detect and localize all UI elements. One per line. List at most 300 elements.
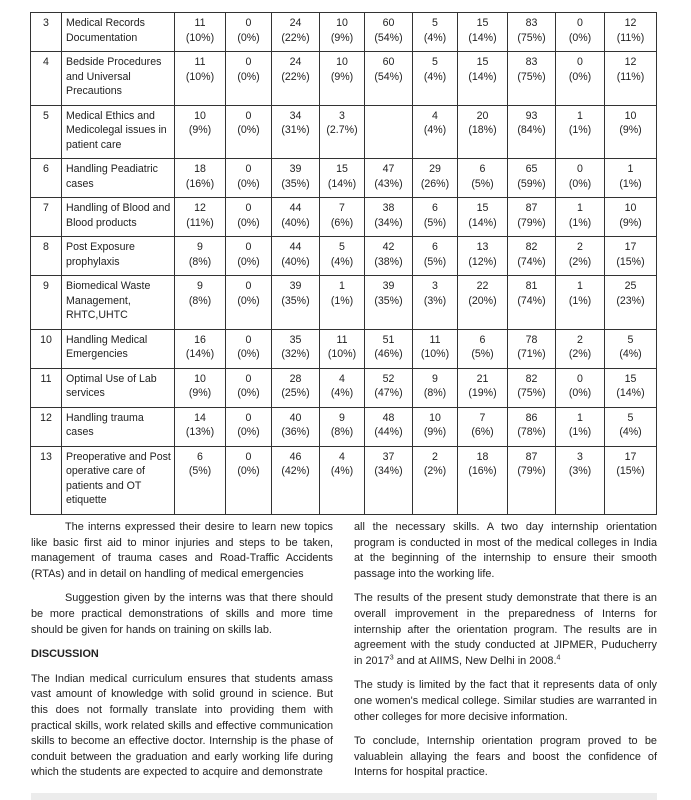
table-cell xyxy=(458,368,508,407)
cell-percent: (75%) xyxy=(517,70,546,83)
cell-count: 0 xyxy=(245,333,252,346)
table-cell xyxy=(605,52,657,106)
cell-percent: (11%) xyxy=(616,70,645,83)
table-cell xyxy=(272,329,320,368)
cell-count: 83 xyxy=(525,56,538,68)
cell-count: 42 xyxy=(382,241,395,253)
cell-count: 39 xyxy=(289,163,302,175)
cell-percent: (6%) xyxy=(471,426,494,438)
cell-percent: (34%) xyxy=(374,216,403,229)
cell-count: 35 xyxy=(289,333,302,346)
cell-percent: (22%) xyxy=(281,70,310,83)
table-cell xyxy=(175,13,226,52)
cell-count: 4 xyxy=(339,372,345,385)
cell-count: 87 xyxy=(525,202,538,214)
table-cell xyxy=(556,159,605,198)
cell-count: 24 xyxy=(289,56,302,68)
cell-count: 9 xyxy=(197,280,203,292)
cell-percent: (59%) xyxy=(517,177,546,190)
cell-percent: (11%) xyxy=(616,31,645,44)
table-cell xyxy=(175,329,226,368)
cell-count: 9 xyxy=(197,241,203,253)
table-cell xyxy=(272,159,320,198)
cell-percent: (1%) xyxy=(568,426,592,438)
table-cell xyxy=(556,407,605,446)
cell-percent: (14%) xyxy=(468,31,497,44)
cell-percent: (14%) xyxy=(327,177,357,190)
paragraph-interns-desire: The interns expressed their desire to learn new topics like basic first aid to minor injuries and steps to be taken, management of trauma cases and Road-Traffic Accidents (RTAs) and in detail on handling of medical emergencies xyxy=(31,521,333,580)
cell-percent: (0%) xyxy=(568,70,592,83)
table-cell xyxy=(508,198,556,237)
cell-count: 1 xyxy=(577,280,583,292)
table-cell xyxy=(508,237,556,276)
cell-percent: (8%) xyxy=(188,294,212,307)
table-cell xyxy=(226,159,272,198)
table-cell xyxy=(508,105,556,159)
cell-percent: (9%) xyxy=(619,124,642,136)
cell-percent: (36%) xyxy=(281,426,310,438)
table-cell xyxy=(605,276,657,330)
cell-percent: (1%) xyxy=(568,294,592,307)
cell-percent: (0%) xyxy=(568,31,592,44)
cell-count: 9 xyxy=(339,411,345,424)
cell-percent: (38%) xyxy=(374,255,403,268)
cell-percent: (5%) xyxy=(188,465,212,477)
cell-percent: (40%) xyxy=(281,216,310,229)
table-cell xyxy=(508,52,556,106)
table-cell xyxy=(605,105,657,159)
cell-count: 15 xyxy=(336,163,348,175)
cell-percent: (20%) xyxy=(468,294,497,307)
cell-count: 0 xyxy=(245,280,252,292)
skill-item: Medical Ethics and Medicolegal issues in patient care xyxy=(62,105,175,159)
table-cell xyxy=(365,329,413,368)
cell-percent: (35%) xyxy=(281,294,310,307)
paragraph-conclusion: To conclude, Internship orientation program proved to be valuablein allaying the fears and boost the confidence of Interns for hospital practice. xyxy=(354,735,657,779)
cell-percent: (0%) xyxy=(568,387,592,399)
cell-count: 29 xyxy=(429,163,441,175)
cell-percent: (5%) xyxy=(471,177,494,190)
cell-percent: (9%) xyxy=(188,387,212,399)
cell-percent: (32%) xyxy=(281,348,310,360)
cell-count: 16 xyxy=(194,333,206,346)
table-cell xyxy=(413,52,458,106)
cell-count: 34 xyxy=(289,109,302,122)
cell-count: 2 xyxy=(577,241,583,253)
table-cell xyxy=(605,368,657,407)
cell-percent: (43%) xyxy=(374,177,403,190)
cell-count: 22 xyxy=(476,280,489,292)
cell-percent: (0%) xyxy=(568,177,592,190)
table-cell xyxy=(458,198,508,237)
table-row xyxy=(31,329,657,368)
cell-count: 7 xyxy=(339,202,345,214)
cell-count: 81 xyxy=(525,280,538,292)
cell-percent: (9%) xyxy=(188,124,212,136)
paragraph-suggestion: Suggestion given by the interns was that there should be more practical demonstrations of skills and more time should be given for hands on training on skills lab. xyxy=(31,592,333,636)
cell-percent: (9%) xyxy=(330,31,354,44)
cell-count: 10 xyxy=(194,372,206,385)
cell-percent: (2.7%) xyxy=(326,124,358,136)
cell-count: 6 xyxy=(432,202,438,214)
paragraph-limitation: The study is limited by the fact that it represents data of only one women's medical college. Similar studies are warranted in other colleges for more decisive information. xyxy=(354,679,657,723)
cell-count: 0 xyxy=(577,372,583,385)
cell-percent: (2%) xyxy=(568,255,592,268)
table-row xyxy=(31,105,657,159)
row-number: 10 xyxy=(31,329,62,368)
table-cell xyxy=(175,446,226,514)
table-cell xyxy=(320,198,365,237)
cell-percent: (13%) xyxy=(185,426,215,438)
skill-item: Medical Records Documentation xyxy=(62,13,175,52)
cell-percent: (4%) xyxy=(423,31,447,44)
section-heading-discussion: DISCUSSION xyxy=(31,648,99,661)
cell-percent: (10%) xyxy=(185,31,215,44)
cell-percent: (35%) xyxy=(374,294,403,307)
cell-percent: (0%) xyxy=(237,294,260,307)
cell-count: 5 xyxy=(339,241,345,253)
table-cell xyxy=(226,329,272,368)
table-cell xyxy=(508,13,556,52)
table-cell xyxy=(365,105,413,159)
table-cell xyxy=(320,446,365,514)
table-cell xyxy=(458,237,508,276)
table-cell xyxy=(508,329,556,368)
page-footer-band xyxy=(31,793,657,800)
cell-count: 24 xyxy=(289,17,302,29)
table-cell xyxy=(226,52,272,106)
cell-count: 44 xyxy=(289,202,302,214)
cell-count: 40 xyxy=(289,411,302,424)
table-cell xyxy=(175,105,226,159)
cell-count: 10 xyxy=(336,56,348,68)
cell-percent: (6%) xyxy=(330,216,354,229)
table-cell xyxy=(226,368,272,407)
cell-count: 1 xyxy=(577,109,583,122)
table-cell xyxy=(458,446,508,514)
cell-count: 1 xyxy=(577,202,583,214)
table-cell xyxy=(320,407,365,446)
table-cell xyxy=(175,407,226,446)
cell-percent: (0%) xyxy=(237,255,260,268)
table-cell xyxy=(175,198,226,237)
cell-percent: (16%) xyxy=(468,465,497,477)
skill-item: Handling of Blood and Blood products xyxy=(62,198,175,237)
table-row xyxy=(31,52,657,106)
cell-percent: (3%) xyxy=(568,465,592,477)
cell-count: 6 xyxy=(479,163,486,175)
cell-count: 18 xyxy=(476,450,489,463)
table-cell xyxy=(226,13,272,52)
cell-count: 12 xyxy=(624,17,637,29)
cell-percent: (79%) xyxy=(517,216,546,229)
paragraph-results xyxy=(354,591,657,669)
skill-item: Optimal Use of Lab services xyxy=(62,368,175,407)
cell-percent: (0%) xyxy=(237,465,260,477)
cell-count: 10 xyxy=(429,411,441,424)
cell-percent: (46%) xyxy=(374,348,403,360)
cell-count: 28 xyxy=(289,372,302,385)
cell-count: 0 xyxy=(245,17,252,29)
table-cell xyxy=(226,446,272,514)
cell-count: 6 xyxy=(432,241,438,253)
skill-item: Biomedical Waste Management, RHTC,UHTC xyxy=(62,276,175,330)
table-cell xyxy=(320,237,365,276)
cell-count: 0 xyxy=(245,372,252,385)
table-cell xyxy=(175,276,226,330)
results-text: The results of the present study demonstrate that there is an overall improvement in the preparedness of Interns for internship after the orientation program. The results are in agreement with the study conducted at JIPMER, Puducherry in 2017 xyxy=(354,592,657,667)
cell-count: 0 xyxy=(577,163,583,175)
cell-count: 38 xyxy=(382,202,395,214)
cell-percent: (0%) xyxy=(237,177,260,190)
table-cell xyxy=(458,13,508,52)
table-cell xyxy=(556,276,605,330)
table-cell xyxy=(272,446,320,514)
table-cell xyxy=(413,368,458,407)
cell-percent: (26%) xyxy=(420,177,450,190)
cell-percent: (2%) xyxy=(423,465,447,477)
cell-count: 5 xyxy=(432,56,438,68)
cell-percent: (1%) xyxy=(619,177,642,190)
table-cell xyxy=(413,198,458,237)
table-cell xyxy=(272,407,320,446)
cell-count: 47 xyxy=(382,163,395,175)
cell-count: 65 xyxy=(525,163,538,175)
table-cell xyxy=(365,237,413,276)
cell-count: 11 xyxy=(194,17,206,29)
cell-count: 48 xyxy=(382,411,395,424)
row-number: 8 xyxy=(31,237,62,276)
cell-percent: (15%) xyxy=(616,465,645,477)
table-cell xyxy=(413,329,458,368)
table-cell xyxy=(365,52,413,106)
row-number: 12 xyxy=(31,407,62,446)
table-row xyxy=(31,237,657,276)
skill-item: Handling Medical Emergencies xyxy=(62,329,175,368)
table-cell xyxy=(272,198,320,237)
table-cell xyxy=(556,52,605,106)
table-row xyxy=(31,159,657,198)
cell-count: 1 xyxy=(339,280,345,292)
cell-count: 12 xyxy=(624,56,637,68)
table-cell xyxy=(272,237,320,276)
results-table xyxy=(30,12,657,515)
table-cell xyxy=(605,329,657,368)
table-cell xyxy=(508,276,556,330)
cell-count: 11 xyxy=(336,333,348,346)
cell-count: 78 xyxy=(525,333,538,346)
cell-percent: (4%) xyxy=(423,70,447,83)
table-cell xyxy=(605,13,657,52)
cell-count: 20 xyxy=(476,109,489,122)
cell-count: 15 xyxy=(476,56,489,68)
table-cell xyxy=(365,198,413,237)
cell-count: 0 xyxy=(245,163,252,175)
table-cell xyxy=(175,368,226,407)
table-cell xyxy=(175,52,226,106)
table-cell xyxy=(458,159,508,198)
cell-percent: (15%) xyxy=(616,255,645,268)
cell-percent: (9%) xyxy=(423,426,447,438)
paragraph-skills-orientation: all the necessary skills. A two day internship orientation program is conducted in most of the medical colleges in India at the beginning of the internship to ensure their smooth passage into the working life. xyxy=(354,521,657,580)
cell-count: 0 xyxy=(245,450,252,463)
table-cell xyxy=(226,105,272,159)
cell-count: 17 xyxy=(624,241,637,253)
table-cell xyxy=(320,52,365,106)
cell-percent: (47%) xyxy=(374,387,403,399)
table-cell xyxy=(508,407,556,446)
cell-count: 86 xyxy=(525,411,538,424)
table-cell xyxy=(556,105,605,159)
cell-percent: (3%) xyxy=(423,294,447,307)
row-number: 11 xyxy=(31,368,62,407)
table-cell xyxy=(458,329,508,368)
left-text-column xyxy=(31,520,333,781)
cell-percent: (1%) xyxy=(568,124,592,136)
cell-count: 15 xyxy=(624,372,637,385)
cell-count: 93 xyxy=(525,109,538,122)
cell-percent: (14%) xyxy=(468,216,497,229)
cell-count: 3 xyxy=(577,450,583,463)
table-row xyxy=(31,407,657,446)
cell-percent: (16%) xyxy=(185,177,215,190)
table-cell xyxy=(605,198,657,237)
cell-percent: (4%) xyxy=(330,255,354,268)
table-cell xyxy=(272,52,320,106)
reference-4: 4 xyxy=(556,654,561,662)
table-cell xyxy=(605,159,657,198)
table-cell xyxy=(413,446,458,514)
reference-3: 3 xyxy=(389,654,394,662)
table-cell xyxy=(458,407,508,446)
row-number: 6 xyxy=(31,159,62,198)
table-cell xyxy=(458,52,508,106)
cell-percent: (4%) xyxy=(619,426,642,438)
cell-count: 44 xyxy=(289,241,302,253)
row-number: 4 xyxy=(31,52,62,106)
cell-count: 6 xyxy=(479,333,486,346)
table-cell xyxy=(365,159,413,198)
cell-count: 1 xyxy=(577,411,583,424)
row-number: 5 xyxy=(31,105,62,159)
cell-count: 9 xyxy=(432,372,438,385)
cell-percent: (71%) xyxy=(517,348,546,360)
cell-count: 3 xyxy=(339,109,345,122)
cell-count: 83 xyxy=(525,17,538,29)
cell-count: 46 xyxy=(289,450,302,463)
cell-percent: (19%) xyxy=(468,387,497,399)
table-cell xyxy=(556,329,605,368)
table-cell xyxy=(413,159,458,198)
table-cell xyxy=(226,407,272,446)
cell-count: 0 xyxy=(245,411,252,424)
cell-count: 15 xyxy=(476,17,489,29)
table-cell xyxy=(175,159,226,198)
cell-percent: (5%) xyxy=(423,216,447,229)
cell-count: 2 xyxy=(432,450,438,463)
cell-count: 39 xyxy=(382,280,395,292)
cell-percent: (4%) xyxy=(330,387,354,399)
table-row xyxy=(31,13,657,52)
cell-percent: (0%) xyxy=(237,70,260,83)
cell-percent: (5%) xyxy=(471,348,494,360)
paragraph-discussion: The Indian medical curriculum ensures that students amass vast amount of knowledge with solid ground in science. But this does not formally translate into providing them with practical skills, work related skills and effective communication skills to become an effective doctor. Internship is the phase of conduit between the graduation and early working life during which the students are expected to acquire and demonstrate xyxy=(31,672,333,779)
table-cell xyxy=(556,368,605,407)
cell-percent: (0%) xyxy=(237,31,260,44)
row-number: 7 xyxy=(31,198,62,237)
cell-count: 82 xyxy=(525,372,538,385)
cell-count: 52 xyxy=(382,372,395,385)
cell-percent: (0%) xyxy=(237,124,260,136)
cell-count: 11 xyxy=(429,333,441,346)
table-cell xyxy=(365,446,413,514)
cell-count: 25 xyxy=(624,280,637,292)
skill-item: Preoperative and Post operative care of patients and OT etiquette xyxy=(62,446,175,514)
row-number: 3 xyxy=(31,13,62,52)
cell-percent: (4%) xyxy=(619,348,642,360)
cell-percent: (4%) xyxy=(330,465,354,477)
table-cell xyxy=(365,368,413,407)
table-cell xyxy=(413,407,458,446)
cell-count: 13 xyxy=(476,241,489,253)
cell-count: 5 xyxy=(627,411,634,424)
table-cell xyxy=(413,105,458,159)
cell-percent: (40%) xyxy=(281,255,310,268)
cell-percent: (14%) xyxy=(468,70,497,83)
cell-count: 17 xyxy=(624,450,637,463)
cell-percent: (44%) xyxy=(374,426,403,438)
cell-count: 10 xyxy=(194,109,206,122)
table-cell xyxy=(365,13,413,52)
cell-percent: (42%) xyxy=(281,465,310,477)
table-row xyxy=(31,276,657,330)
cell-count: 11 xyxy=(194,56,206,68)
cell-count: 5 xyxy=(627,333,634,346)
cell-percent: (75%) xyxy=(517,31,546,44)
cell-percent: (1%) xyxy=(568,216,592,229)
cell-count: 12 xyxy=(194,202,206,214)
table-cell xyxy=(272,276,320,330)
cell-percent: (35%) xyxy=(281,177,310,190)
table-cell xyxy=(272,13,320,52)
table-cell xyxy=(556,13,605,52)
cell-count: 87 xyxy=(525,450,538,463)
cell-percent: (54%) xyxy=(374,31,403,44)
cell-percent: (11%) xyxy=(186,216,214,229)
cell-percent: (23%) xyxy=(616,294,645,307)
cell-percent: (31%) xyxy=(281,124,310,136)
cell-percent: (0%) xyxy=(237,426,260,438)
cell-count: 7 xyxy=(479,411,486,424)
cell-count: 82 xyxy=(525,241,538,253)
cell-percent: (9%) xyxy=(619,216,642,229)
table-row xyxy=(31,368,657,407)
cell-percent: (12%) xyxy=(468,255,497,268)
cell-percent: (10%) xyxy=(185,70,215,83)
cell-percent: (14%) xyxy=(185,348,215,360)
cell-percent: (0%) xyxy=(237,387,260,399)
cell-percent: (74%) xyxy=(517,294,546,307)
skill-item: Post Exposure prophylaxis xyxy=(62,237,175,276)
cell-percent: (14%) xyxy=(616,387,645,399)
cell-count: 10 xyxy=(624,109,637,122)
cell-count: 14 xyxy=(194,411,206,424)
cell-percent: (25%) xyxy=(281,387,310,399)
results-text-cont: and at AIIMS, New Delhi in 2008. xyxy=(393,654,557,667)
cell-count: 39 xyxy=(289,280,302,292)
table-cell xyxy=(272,105,320,159)
cell-count: 37 xyxy=(382,450,395,463)
